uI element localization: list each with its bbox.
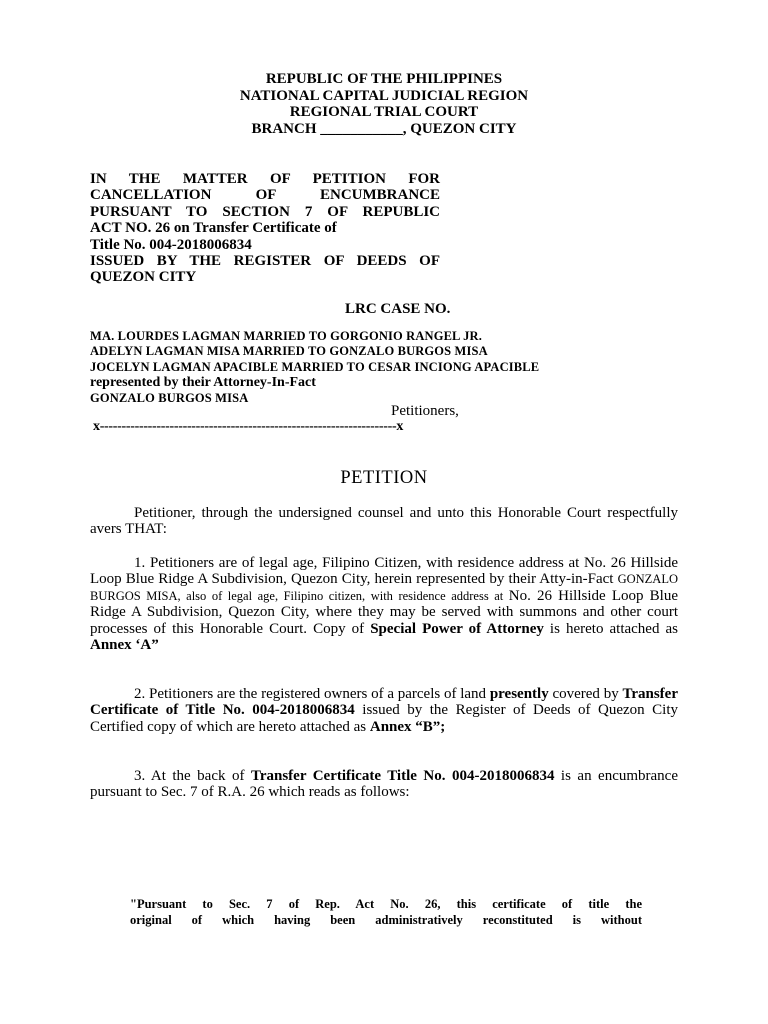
attorney-in-fact: GONZALO BURGOS MISA	[90, 390, 249, 405]
p2-presently: presently	[489, 686, 549, 702]
petitioners-label: Petitioners,	[391, 403, 459, 419]
p2-text-a: 2. Petitioners are the registered owners of a parcels of land	[134, 686, 490, 702]
header-court: REGIONAL TRIAL COURT	[289, 104, 479, 120]
encumbrance-quote	[130, 896, 642, 929]
p2-text-b: covered by	[548, 686, 623, 702]
party-name: MA. LOURDES LAGMAN MARRIED TO GORGONIO RANGEL JR.	[90, 329, 482, 343]
court-header	[0, 71, 768, 137]
header-republic: REPUBLIC OF THE PHILIPPINES	[265, 71, 503, 87]
paragraph-1	[90, 555, 678, 653]
p1-text-c: No. 26 Hillside Loop Blue Ridge A Subdivision, Quezon City, where they may be served with summons and other court processes of this Honorable Court. Copy of	[90, 587, 678, 637]
quote-line: "Pursuant to Sec. 7 of Rep. Act No. 26, this certificate of title the	[130, 897, 642, 911]
p2-text-c: issued by the Register of Deeds of Quezon City Certified copy of which are hereto attached as	[90, 702, 678, 735]
case-caption	[90, 171, 440, 286]
document-title: PETITION	[340, 468, 428, 488]
p3-text-b: is an encumbrance pursuant to Sec. 7 of R.A. 26 which reads as follows:	[90, 768, 678, 801]
p1-text-b: also of legal age, Filipino citizen, with residence address at	[180, 588, 509, 603]
paragraph-3	[90, 768, 678, 801]
case-number: LRC CASE NO.	[345, 301, 451, 317]
caption-divider: x--------------------------------------------------------------------x	[93, 419, 404, 434]
parties-block	[90, 329, 539, 406]
p2-annex: Annex “B”;	[369, 718, 446, 735]
caption-line: ISSUED BY THE REGISTER OF DEEDS OF	[90, 253, 440, 270]
caption-line: PURSUANT TO SECTION 7 OF REPUBLIC	[90, 203, 440, 220]
p1-attorney-name: GONZALO BURGOS MISA,	[90, 572, 678, 603]
intro-text: Petitioner, through the undersigned counsel and unto this Honorable Court respectfully avers THAT:	[90, 505, 678, 538]
p1-spa: Special Power of Attorney	[370, 620, 544, 637]
header-region: NATIONAL CAPITAL JUDICIAL REGION	[239, 87, 529, 104]
p1-text-d: is hereto attached as	[543, 620, 678, 637]
represented-by: represented by their Attorney-In-Fact	[90, 375, 316, 391]
p2-tct: Transfer Certificate of Title No. 004-2018006834	[90, 686, 678, 719]
intro-paragraph	[90, 505, 678, 538]
p3-tct: Transfer Certificate Title No. 004-2018006834	[250, 768, 555, 784]
quote-line: original of which having been administratively reconstituted is without	[130, 913, 642, 928]
p3-text-a: 3. At the back of	[134, 768, 251, 784]
caption-line: QUEZON CITY	[90, 269, 197, 286]
party-name: ADELYN LAGMAN MISA MARRIED TO GONZALO BURGOS MISA	[90, 344, 488, 359]
header-branch: BRANCH ___________, QUEZON CITY	[251, 120, 517, 137]
caption-line: CANCELLATION OF ENCUMBRANCE	[90, 187, 440, 204]
caption-line: IN THE MATTER OF PETITION FOR	[90, 171, 440, 187]
p1-annex: Annex ‘A”	[90, 637, 159, 654]
caption-line: Title No. 004-2018006834	[90, 236, 252, 253]
party-name: JOCELYN LAGMAN APACIBLE MARRIED TO CESAR INCIONG APACIBLE	[90, 359, 540, 374]
paragraph-2	[90, 686, 678, 735]
p1-text-a: 1. Petitioners are of legal age, Filipino Citizen, with residence address at No. 26 Hillside Loop Blue Ridge A Subdivision, Quezon City, herein represented by their Atty-in-Fact	[90, 555, 678, 588]
caption-line: ACT NO. 26 on Transfer Certificate of	[90, 220, 337, 237]
